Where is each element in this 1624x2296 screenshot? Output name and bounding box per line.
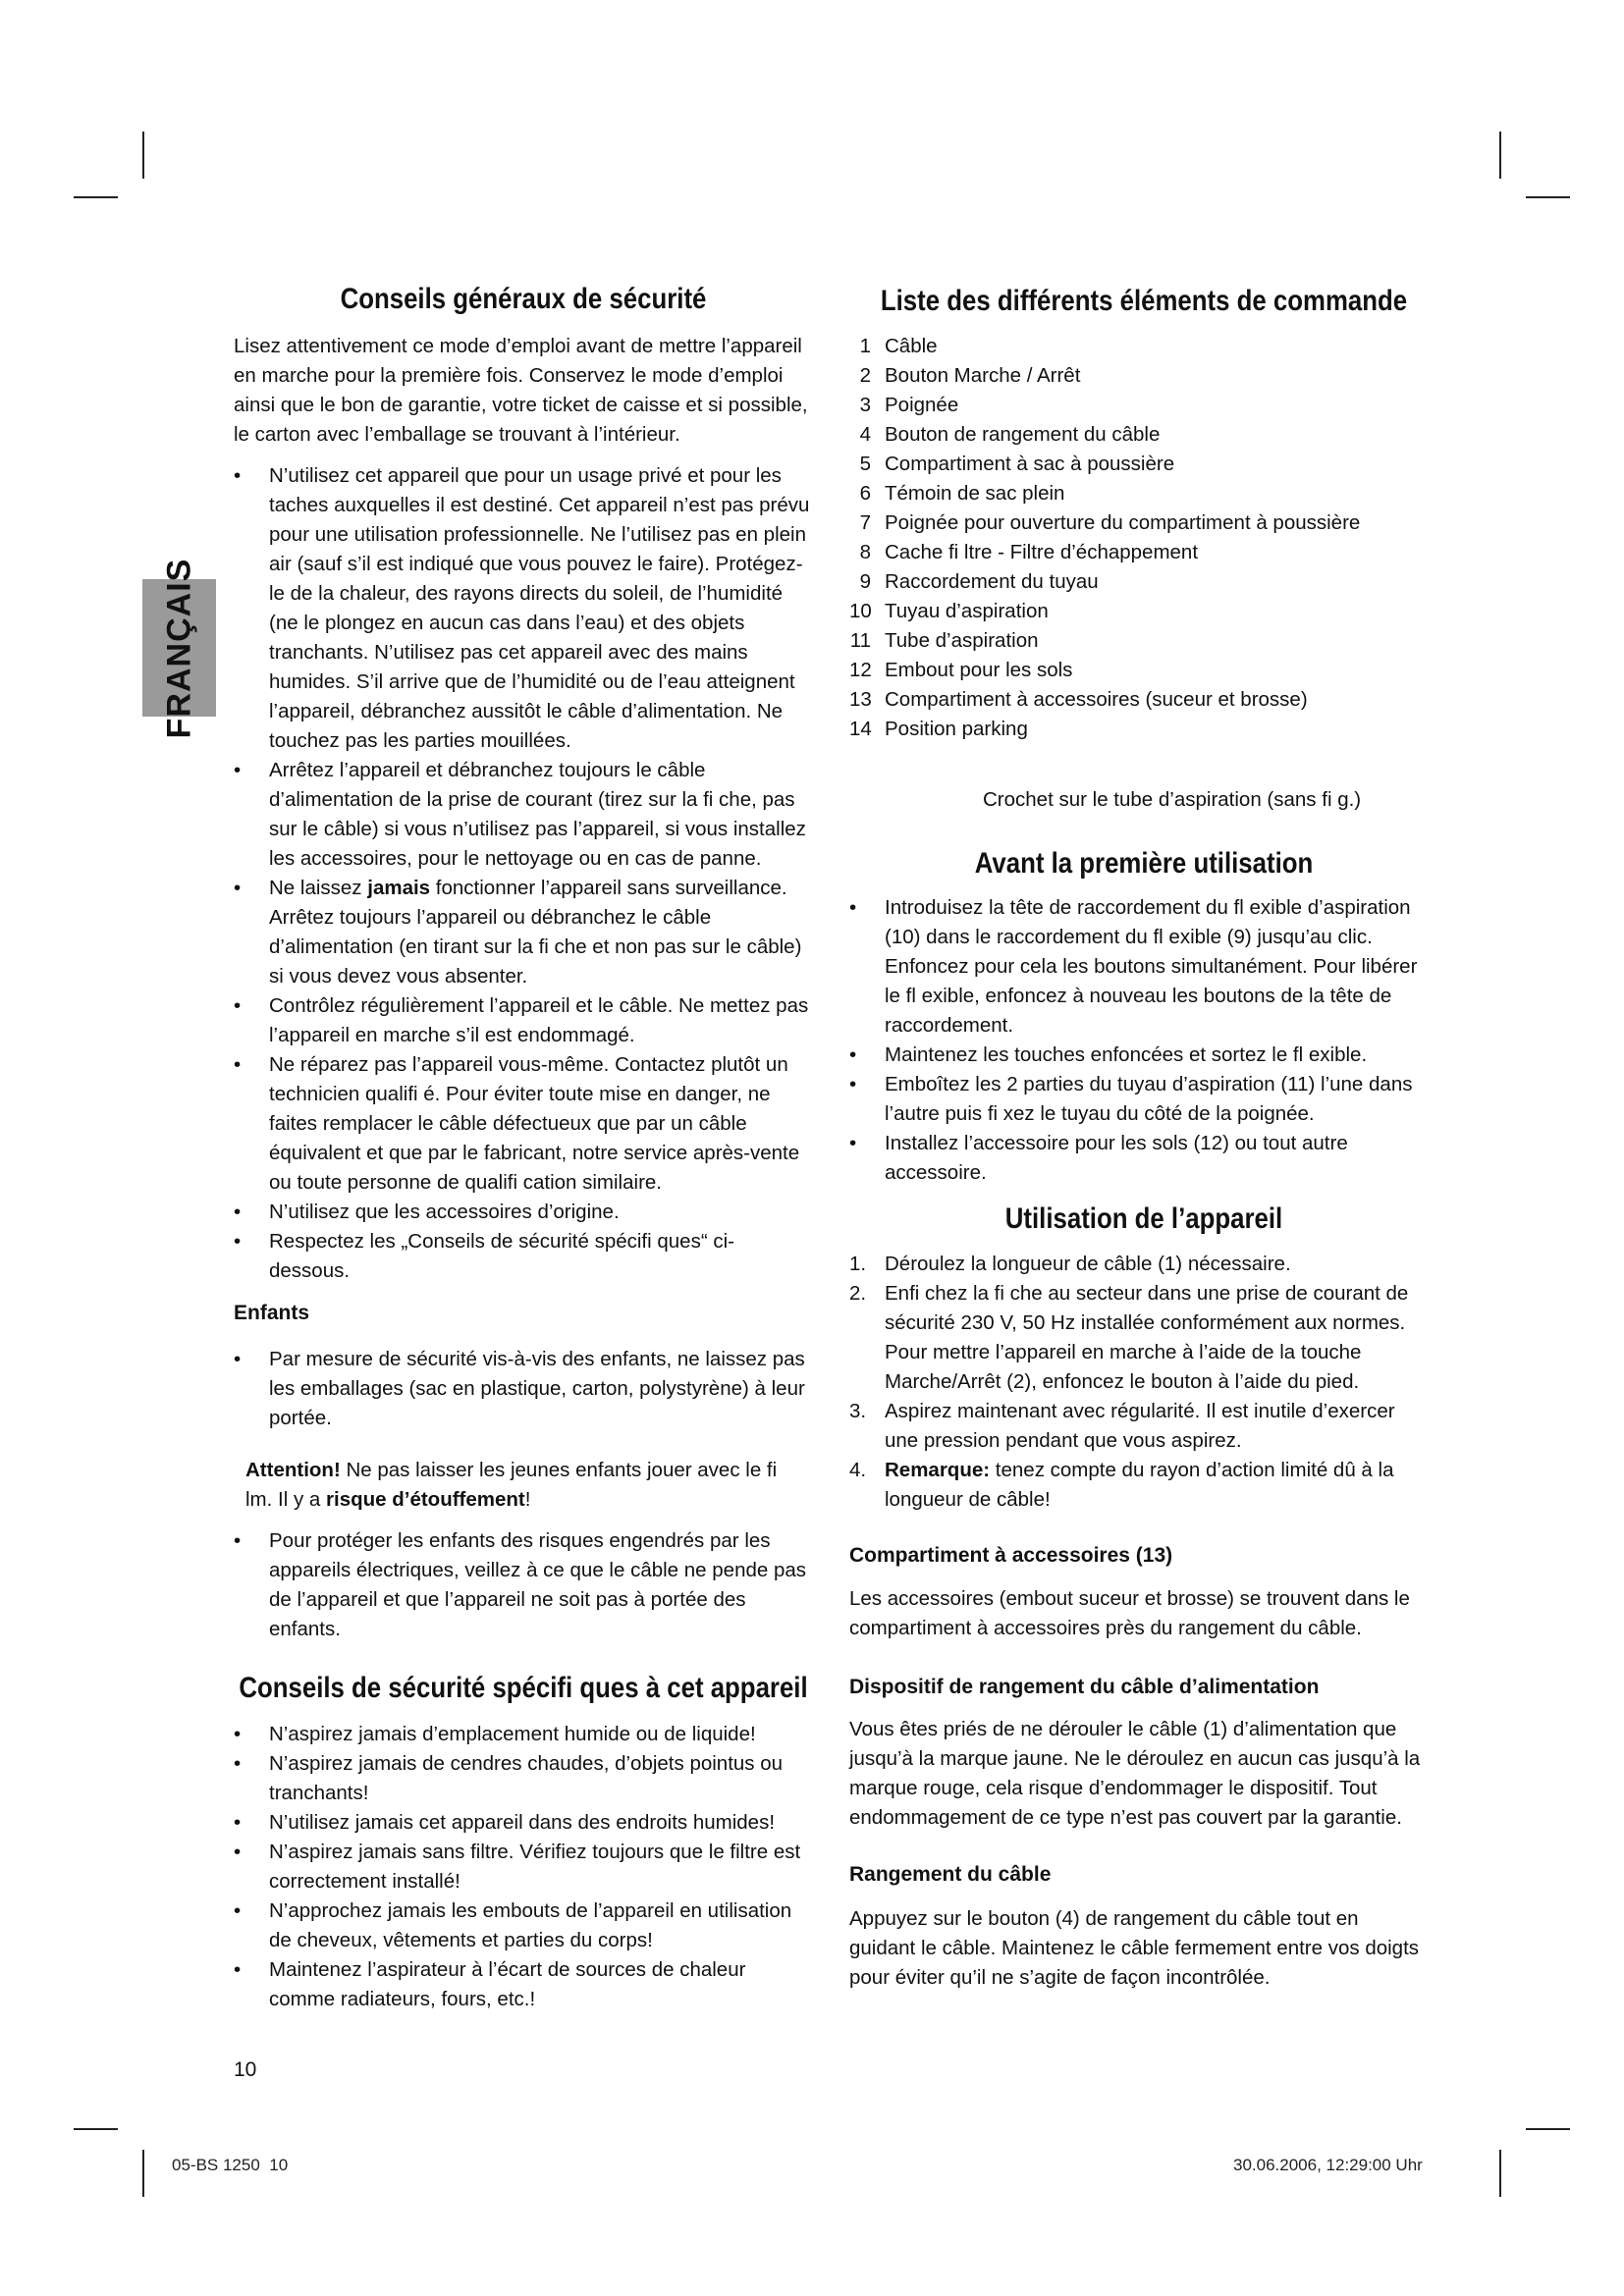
crop-mark	[1499, 132, 1501, 179]
attention-warning: Attention! Ne pas laisser les jeunes enfants jouer avec le fi lm. Il y a risque d’étouffement!	[245, 1459, 778, 1511]
footer-file-label: 05-BS 1250 10	[172, 2156, 289, 2174]
list-item: • N’utilisez cet appareil que pour un usage privé et pour les taches auxquelles il est destiné. Cet appareil n’est pas prévu pour une utilisation professionnelle. Ne l’utilisez pas en plein air (sauf s’il est indiqué que vous pouvez le faire). Protégez-le de la chaleur, des rayons directs du soleil, de l’humidité (ne le plongez en aucun cas dans l’eau) et des objets tranchants. N’utilisez pas cet appareil avec des mains humides. S’il arrive que de l’humidité ou de l’eau atteignent l’appareil, débranchez aussitôt le câble d’alimentation. Ne touchez pas les parties mouillées.	[234, 461, 813, 756]
list-item: • Maintenez les touches enfoncées et sortez le fl exible.	[849, 1041, 1429, 1070]
children-list-2	[234, 1526, 813, 1644]
list-item: • Ne laissez jamais fonctionner l’appareil sans surveillance. Arrêtez toujours l’appareil ou débranchez le câble d’alimentation (en tirant sur la fi che et non pas sur le câble) si vous devez vous absenter.	[234, 874, 813, 991]
language-tab	[142, 558, 216, 738]
section-title-controls: Liste des différents éléments de commande	[880, 285, 1408, 317]
list-item: 9 Raccordement du tuyau	[859, 570, 1099, 593]
crop-mark	[74, 2128, 118, 2130]
section-title-first-use: Avant la première utilisation	[974, 847, 1314, 880]
cable-device-paragraph: Vous êtes priés de ne dérouler le câble (1) d’alimentation que jusqu’à la marque jaune. Ne le déroulez en aucun cas jusqu’à la marque rouge, cela risque d’endommager le dispositif. Tout endommagement de ce type n’est pas couvert par la garantie.	[849, 1718, 1421, 1829]
crop-mark	[142, 2150, 144, 2197]
list-item: 6 Témoin de sac plein	[859, 482, 1065, 505]
section-title-usage: Utilisation de l’appareil	[1004, 1202, 1283, 1235]
list-item: • Arrêtez l’appareil et débranchez toujours le câble d’alimentation de la prise de courant (tirez sur la fi che, pas sur le câble) si vous n’utilisez pas l’appareil, si vous installez les accessoires, pour le nettoyage ou en cas de panne.	[234, 756, 813, 874]
list-item: • N’aspirez jamais sans filtre. Vérifiez toujours que le filtre est correctement installé!	[234, 1838, 813, 1896]
list-item: 13 Compartiment à accessoires (suceur et brosse)	[849, 688, 1308, 711]
subsection-title-children: Enfants	[234, 1302, 310, 1324]
list-item: • Respectez les „Conseils de sécurité spécifi ques“ ci-dessous.	[234, 1227, 813, 1286]
list-item: 7 Poignée pour ouverture du compartiment à poussière	[859, 511, 1361, 534]
subsection-title-cable-device: Dispositif de rangement du câble d’alimentation	[849, 1676, 1320, 1698]
accessories-paragraph: Les accessoires (embout suceur et brosse) se trouvent dans le compartiment à accessoires près du rangement du câble.	[849, 1587, 1410, 1639]
hook-note: Crochet sur le tube d’aspiration (sans fi g.)	[983, 788, 1362, 811]
usage-steps	[849, 1250, 1429, 1515]
list-item: • Emboîtez les 2 parties du tuyau d’aspiration (11) l’une dans l’autre puis fi xez le tuyau du côté de la poignée.	[849, 1070, 1429, 1129]
language-tab-label: FRANÇAIS	[160, 558, 198, 738]
list-item: • N’utilisez que les accessoires d’origine.	[234, 1198, 813, 1227]
page-number: 10	[234, 2058, 257, 2081]
list-item: 3. Aspirez maintenant avec régularité. Il est inutile d’exercer une pression pendant que vous aspirez.	[849, 1400, 1395, 1452]
footer-timestamp: 30.06.2006, 12:29:00 Uhr	[1233, 2156, 1423, 2174]
list-item: 3 Poignée	[859, 394, 959, 416]
list-item: 2 Bouton Marche / Arrêt	[859, 364, 1081, 387]
first-use-list	[849, 893, 1429, 1188]
list-item: • N’approchez jamais les embouts de l’appareil en utilisation de cheveux, vêtements et parties du corps!	[234, 1896, 813, 1955]
list-item: • Ne réparez pas l’appareil vous-même. Contactez plutôt un technicien qualifi é. Pour éviter toute mise en danger, ne faites remplacer le câble défectueux que par un câble équivalent et que par le fabricant, notre service après-vente ou toute personne de qualifi cation similaire.	[234, 1050, 813, 1198]
list-item: 8 Cache fi ltre - Filtre d’échappement	[859, 541, 1199, 563]
list-item: • Par mesure de sécurité vis-à-vis des enfants, ne laissez pas les emballages (sac en plastique, carton, polystyrène) à leur portée.	[234, 1345, 813, 1433]
list-item: • N’utilisez jamais cet appareil dans des endroits humides!	[234, 1808, 813, 1838]
crop-mark	[1499, 2150, 1501, 2197]
specific-safety-list	[234, 1720, 813, 2014]
list-item: • Contrôlez régulièrement l’appareil et le câble. Ne mettez pas l’appareil en marche s’il est endommagé.	[234, 991, 813, 1050]
subsection-title-cable-storage: Rangement du câble	[849, 1863, 1052, 1886]
cable-storage-paragraph: Appuyez sur le bouton (4) de rangement du câble tout en guidant le câble. Maintenez le câble fermement entre vos doigts pour éviter qu’il ne s’agite de façon incontrôlée.	[849, 1907, 1420, 1989]
list-item: 10 Tuyau d’aspiration	[849, 600, 1049, 622]
list-item: • Pour protéger les enfants des risques engendrés par les appareils électriques, veillez à ce que le câble ne pende pas de l’appareil et que l’appareil ne soit pas à portée des enfants.	[234, 1526, 813, 1644]
list-item: 1. Déroulez la longueur de câble (1) nécessaire.	[849, 1253, 1291, 1275]
intro-paragraph: Lisez attentivement ce mode d’emploi avant de mettre l’appareil en marche pour la première fois. Conservez le mode d’emploi ainsi que le bon de garantie, votre ticket de caisse et si possible, le carton avec l’emballage se trouvant à l’intérieur.	[234, 335, 808, 446]
crop-mark	[1526, 2128, 1570, 2130]
list-item: 4 Bouton de rangement du câble	[859, 423, 1161, 446]
crop-mark	[74, 196, 118, 198]
list-item: • N’aspirez jamais d’emplacement humide ou de liquide!	[234, 1720, 813, 1749]
list-item: 11 Tube d’aspiration	[849, 629, 1039, 652]
children-list	[234, 1345, 813, 1433]
list-item: 12 Embout pour les sols	[849, 659, 1073, 681]
list-item: 14 Position parking	[849, 718, 1028, 740]
section-title-general-safety: Conseils généraux de sécurité	[340, 283, 707, 315]
subsection-title-accessories: Compartiment à accessoires (13)	[849, 1544, 1173, 1567]
general-safety-list	[234, 461, 813, 1286]
crop-mark	[1526, 196, 1570, 198]
list-item: • Maintenez l’aspirateur à l’écart de sources de chaleur comme radiateurs, fours, etc.!	[234, 1955, 813, 2014]
list-item: 5 Compartiment à sac à poussière	[859, 453, 1175, 475]
list-item: • Installez l’accessoire pour les sols (12) ou tout autre accessoire.	[849, 1129, 1429, 1188]
list-item: • Introduisez la tête de raccordement du fl exible d’aspiration (10) dans le raccordement du fl exible (9) jusqu’au clic. Enfoncez pour cela les boutons simultanément. Pour libérer le fl exible, enfoncez à nouveau les boutons de la tête de raccordement.	[849, 893, 1429, 1041]
list-item: 2. Enfi chez la fi che au secteur dans une prise de courant de sécurité 230 V, 50 Hz installée conformément aux normes. Pour mettre l’appareil en marche à l’aide de la touche Marche/Arrêt (2), enfoncez le bouton à l’aide du pied.	[849, 1282, 1409, 1393]
controls-list	[849, 332, 1478, 744]
crop-mark	[142, 132, 144, 179]
list-item: • N’aspirez jamais de cendres chaudes, d’objets pointus ou tranchants!	[234, 1749, 813, 1808]
list-item: 4. Remarque: tenez compte du rayon d’action limité dû à la longueur de câble!	[849, 1459, 1394, 1511]
list-item: 1 Câble	[859, 335, 938, 357]
section-title-specific-safety: Conseils de sécurité spécifi ques à cet appareil	[239, 1672, 808, 1704]
